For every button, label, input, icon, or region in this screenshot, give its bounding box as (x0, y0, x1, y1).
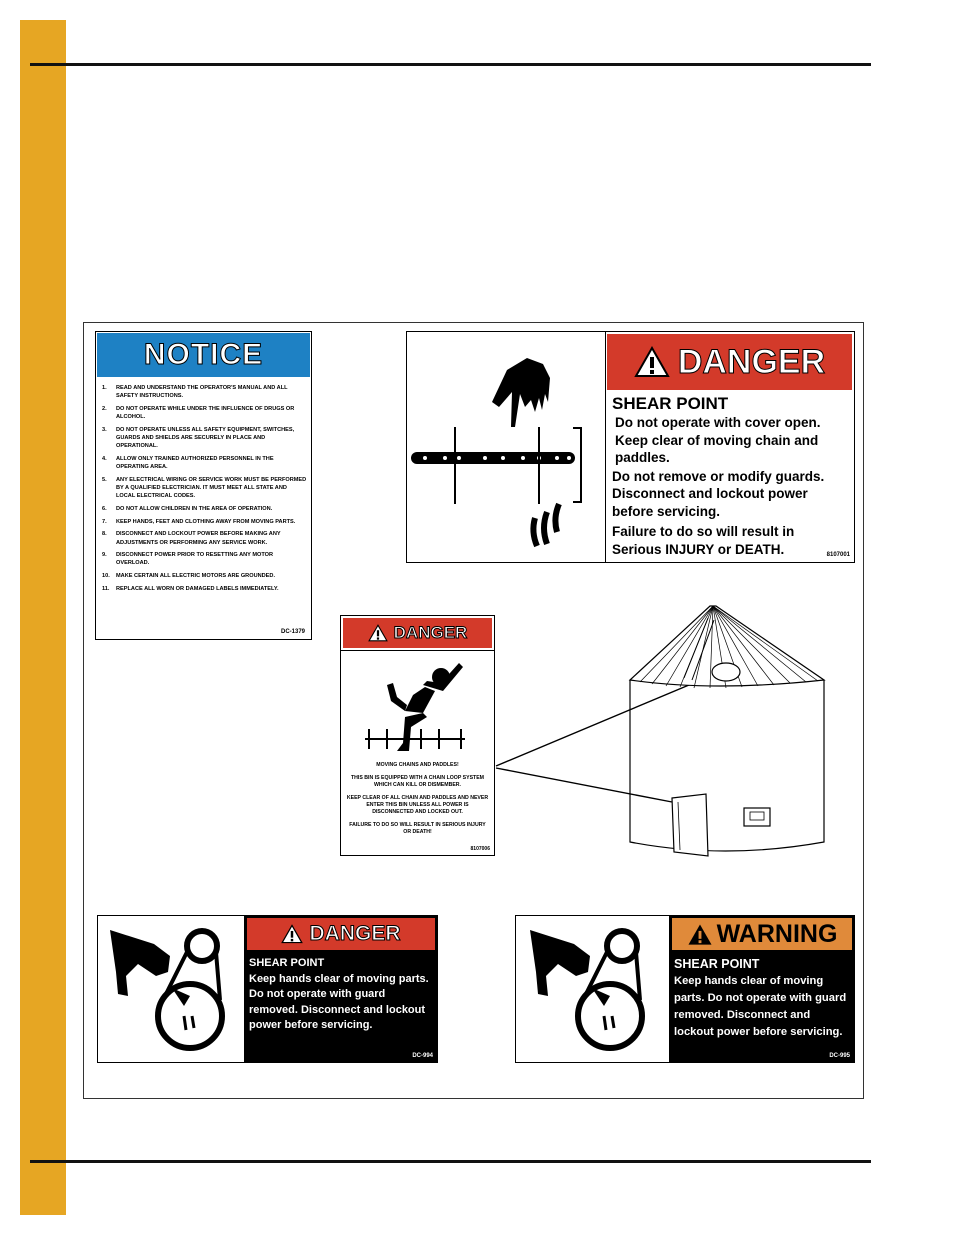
notice-item-number: 4. (102, 455, 107, 462)
moving-chains-paragraph: MOVING CHAINS AND PADDLES! (376, 762, 459, 768)
notice-item (102, 455, 307, 471)
shear-point-warning-decal-dc995 (515, 915, 855, 1063)
notice-item (102, 476, 307, 501)
chain-code: 8107006 (470, 846, 490, 852)
notice-item-number: 6. (102, 505, 107, 512)
footer-rule (30, 1160, 871, 1163)
warning-triangle-icon (634, 346, 670, 378)
header-rule (30, 63, 871, 66)
shear-title: SHEAR POINT (612, 394, 729, 413)
hand-chain-icon (407, 332, 605, 562)
shear-danger-body (612, 392, 850, 558)
notice-item-text: DISCONNECT POWER PRIOR TO RESETTING ANY MOTOR OVERLOAD. (116, 552, 274, 567)
warning-triangle-icon (368, 624, 388, 642)
decal-text: Keep hands clear of moving parts. Do not operate with guard removed. Disconnect and lockout power before servicing. (674, 975, 847, 1038)
chain-hand-pictogram (407, 332, 606, 562)
danger-header (343, 618, 492, 648)
warning-header (672, 918, 852, 950)
warning-triangle-icon (281, 924, 303, 944)
notice-item-number: 10. (102, 573, 110, 580)
shear-line: Do not remove or modify guards. (612, 468, 825, 484)
hand-shear-wheel-icon (516, 916, 666, 1062)
shear-point-danger-decal (406, 331, 855, 563)
decal-title: SHEAR POINT (674, 957, 760, 971)
shear-line: paddles. (615, 450, 670, 465)
falling-person-icon (343, 655, 493, 765)
notice-item (102, 426, 307, 451)
moving-chains-paragraph: FAILURE TO DO SO WILL RESULT IN SERIOUS INJURY OR DEATH! (349, 822, 486, 835)
moving-chains-paragraph: THIS BIN IS EQUIPPED WITH A CHAIN LOOP SYSTEM WHICH CAN KILL OR DISMEMBER. (351, 775, 484, 788)
warning-word: WARNING (716, 919, 838, 948)
shear-line: Serious INJURY or DEATH. (612, 541, 785, 557)
notice-item-number: 11. (102, 585, 110, 592)
notice-item-number: 7. (102, 518, 107, 525)
notice-item-text: MAKE CERTAIN ALL ELECTRIC MOTORS ARE GROUNDED. (116, 573, 276, 580)
notice-item (102, 405, 307, 421)
notice-item-number: 8. (102, 531, 107, 538)
danger-word: DANGER (393, 623, 468, 642)
notice-item-number: 5. (102, 476, 107, 483)
notice-item-number: 9. (102, 552, 107, 559)
shear-line: Disconnect and lockout power (612, 486, 808, 501)
decal-code: DC-995 (829, 1053, 850, 1059)
danger-header (247, 918, 435, 950)
notice-item-number: 3. (102, 426, 107, 433)
decal-title: SHEAR POINT (249, 957, 325, 969)
notice-code: DC-1379 (280, 629, 305, 635)
danger-header (607, 334, 852, 390)
hand-shear-wheel-icon (98, 916, 244, 1062)
notice-list (102, 384, 307, 598)
moving-chains-text (345, 762, 490, 842)
shear-line: before servicing. (612, 503, 721, 519)
notice-item-number: 1. (102, 385, 107, 391)
decal-text: Keep hands clear of moving parts. Do not operate with guard removed. Disconnect and lockout power before servicing. (249, 972, 429, 1031)
notice-item-text: ALLOW ONLY TRAINED AUTHORIZED PERSONNEL IN THE OPERATING AREA. (116, 455, 274, 471)
notice-item-text: DISCONNECT AND LOCKOUT POWER BEFORE MAKING ANY ADJUSTMENTS OR PERFORMING ANY SERVICE WORK. (116, 531, 281, 546)
shear-line: Failure to do so will result in (612, 524, 795, 539)
notice-item-text: KEEP HANDS, FEET AND CLOTHING AWAY FROM MOVING PARTS. (116, 518, 296, 525)
notice-decal (95, 331, 312, 640)
shear-point-danger-decal-dc994 (97, 915, 438, 1063)
notice-item (102, 384, 307, 400)
notice-title: NOTICE (143, 338, 264, 371)
shear-line: Keep clear of moving chain and (615, 432, 819, 448)
notice-item (102, 505, 307, 513)
decal-code: DC-994 (412, 1053, 433, 1059)
shear-code: 8107001 (826, 552, 850, 558)
notice-item-number: 2. (102, 405, 107, 412)
notice-item (102, 518, 307, 526)
warning-triangle-icon (687, 923, 713, 946)
shear-line: Do not operate with cover open. (615, 415, 821, 430)
grain-bin-illustration (494, 598, 834, 868)
notice-item (102, 585, 307, 593)
notice-item-text: DO NOT OPERATE UNLESS ALL SAFETY EQUIPMENT, SWITCHES, GUARDS AND SHIELDS ARE SECURELY IN PLACE AND OPERATIONAL. (116, 426, 295, 450)
moving-chains-paragraph: KEEP CLEAR OF ALL CHAIN AND PADDLES AND NEVER ENTER THIS BIN UNLESS ALL POWER IS DISCONNECTED AND LOCKED OUT. (346, 795, 489, 815)
notice-item-text: DO NOT OPERATE WHILE UNDER THE INFLUENCE OF DRUGS OR ALCOHOL. (116, 405, 295, 421)
notice-item-text: READ AND UNDERSTAND THE OPERATOR'S MANUAL AND ALL SAFETY INSTRUCTIONS. (116, 385, 288, 400)
notice-item (102, 530, 307, 546)
notice-item (102, 572, 307, 580)
notice-item (102, 551, 307, 567)
danger-word: DANGER (309, 922, 401, 945)
danger-word: DANGER (677, 342, 826, 381)
page-edge-bar (20, 20, 66, 1215)
notice-item-text: ANY ELECTRICAL WIRING OR SERVICE WORK MUST BE PERFORMED BY A QUALIFIED ELECTRICIAN. IT MUST MEET ALL STATE AND LOCAL ELECTRICAL CODES. (116, 476, 307, 500)
notice-header (97, 333, 310, 377)
moving-chains-danger-decal (340, 615, 495, 856)
notice-item-text: REPLACE ALL WORN OR DAMAGED LABELS IMMEDIATELY. (116, 585, 279, 592)
notice-item-text: DO NOT ALLOW CHILDREN IN THE AREA OF OPERATION. (116, 505, 273, 512)
